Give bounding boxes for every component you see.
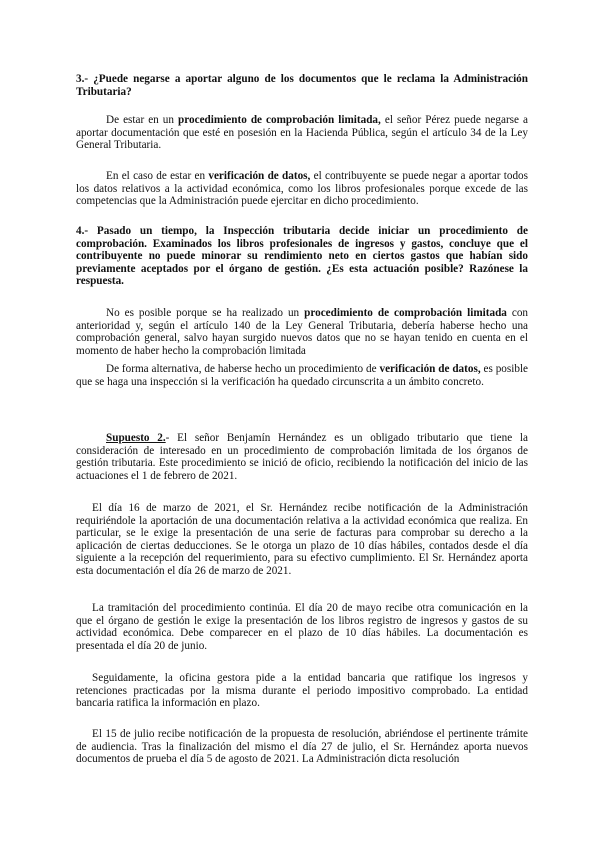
- supuesto-2-label: Supuesto 2.: [106, 432, 166, 444]
- supuesto-2-paragraph-4: Seguidamente, la oficina gestora pide a la entidad bancaria que ratifique los ingresos y retenciones practicadas por la misma durante el periodo impositivo comprobado. La entidad bancaria ratifica la información en plazo.: [76, 672, 528, 710]
- q4-p1-bold-term: procedimiento de comprobación limitada: [304, 307, 507, 319]
- q3-p2-bold-term: verificación de datos,: [208, 170, 311, 182]
- q3-p1-bold-term: procedimiento de comprobación limitada,: [178, 114, 381, 126]
- q4-p2-bold-term: verificación de datos,: [379, 363, 481, 375]
- q3-answer-paragraph-2: [76, 170, 528, 208]
- q3-p1-text-a: De estar en un: [106, 114, 179, 126]
- q3-p2-text-a: En el caso de estar en: [106, 170, 209, 182]
- q4-p1-text-a: No es posible porque se ha realizado un: [106, 307, 305, 319]
- supuesto-2-paragraph-2: El día 16 de marzo de 2021, el Sr. Hernández recibe notificación de la Administración requiriéndole la aportación de una documentación relativa a la actividad económica que realiza. En particular, se le exige la presentación de una serie de facturas para comprobar su derecho a la aplicación de ciertas deducciones. Se le otorga un plazo de 10 días hábiles, contados desde el día siguiente a la recepción del requerimiento, para su efectivo cumplimiento. El Sr. Hernández aporta esta documentación el día 26 de marzo de 2021.: [76, 502, 528, 577]
- q4-p2-text-c: es posible que se haga una inspección si la verificación ha quedado circunscrita a un ámbito concreto.: [76, 363, 529, 388]
- supuesto-2-paragraph-3: La tramitación del procedimiento continúa. El día 20 de mayo recibe otra comunicación en la que el órgano de gestión le exige la presentación de los libros registro de ingresos y gastos de su actividad económica. Debe comparecer en el plazo de 10 días hábiles. La documentación es presentada el día 20 de junio.: [76, 602, 528, 652]
- question-3-heading: 3.- ¿Puede negarse a aportar alguno de los documentos que le reclama la Administración Tributaria?: [76, 73, 528, 98]
- supuesto-2-paragraph-5: El 15 de julio recibe notificación de la propuesta de resolución, abriéndose el pertinente trámite de audiencia. Tras la finalización del mismo el día 27 de julio, el Sr. Hernández aporta nuevos documentos de prueba el día 5 de agosto de 2021. La Administración dicta resolución: [76, 728, 528, 766]
- supuesto-2-intro: [76, 432, 528, 482]
- q3-p1-text-c: el señor Pérez puede negarse a aportar documentación que esté en posesión en la Hacienda Pública, según el artículo 34 de la Ley General Tributaria.: [76, 114, 528, 152]
- supuesto-2-intro-text: - El señor Benjamín Hernández es un obligado tributario que tiene la consideración de interesado en un procedimiento de comprobación limitada de los órganos de gestión tributaria. Este procedimiento se inició de oficio, recibiendo la notificación del inicio de las actuaciones el 1 de febrero de 2021.: [76, 432, 528, 482]
- q4-answer-paragraph-2: [76, 363, 528, 388]
- q4-p2-text-a: De forma alternativa, de haberse hecho un procedimiento de: [106, 363, 380, 375]
- q3-p2-text-c: el contribuyente se puede negar a aportar todos los datos relativos a la actividad económica, como los libros profesionales porque excede de las competencias que la Administración puede ejercitar en dicho procedimiento.: [76, 170, 528, 208]
- q4-p1-text-c: con anterioridad y, según el artículo 140 de la Ley General Tributaria, debería haberse hecho una comprobación general, salvo hayan surgido nuevos datos que no se hayan tenido en cuenta en el momento de haber hecho la comprobación limitada: [76, 307, 529, 357]
- question-4-heading: 4.- Pasado un tiempo, la Inspección tributaria decide iniciar un procedimiento de comprobación. Examinados los libros profesionales de ingresos y gastos, concluye que el contribuyente no puede minorar su rendimiento neto en ciertos gastos que habían sido previamente aceptados por el órgano de gestión. ¿Es esta actuación posible? Razónese la respuesta.: [76, 225, 528, 288]
- q4-answer-paragraph-1: [76, 307, 528, 357]
- q3-answer-paragraph-1: [76, 114, 528, 152]
